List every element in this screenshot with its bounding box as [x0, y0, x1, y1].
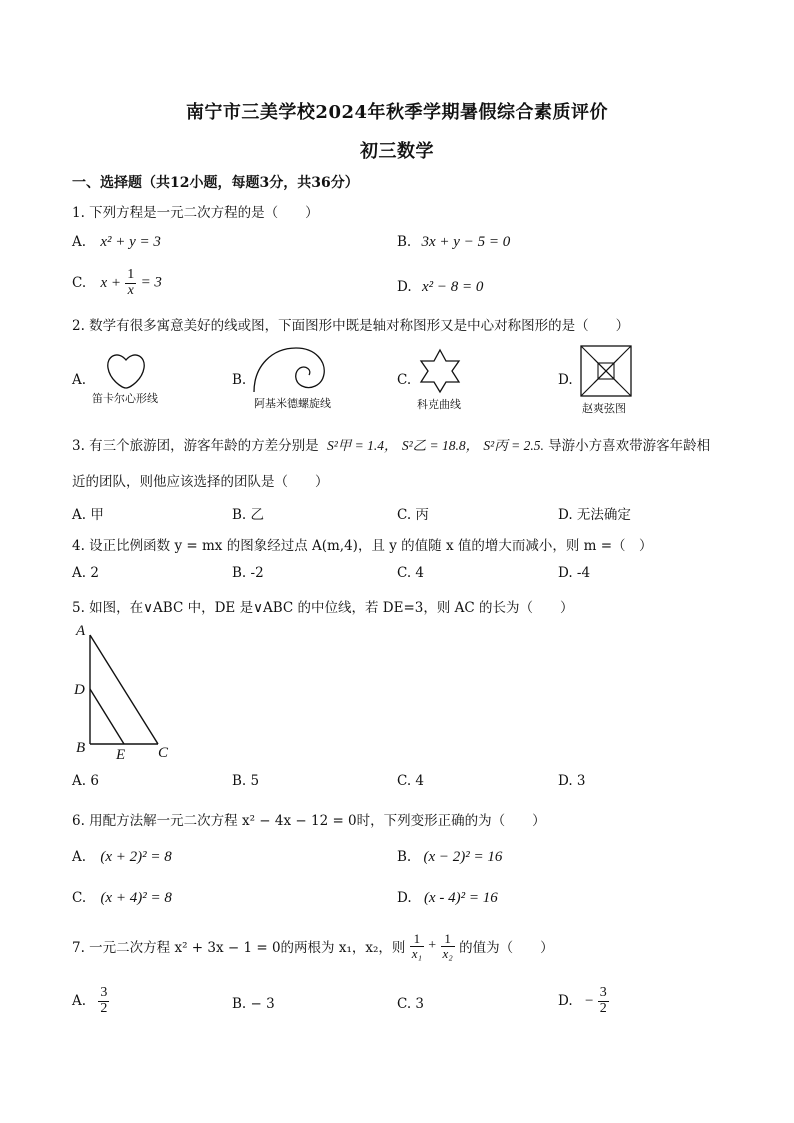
- option-expression-pre: x +: [100, 274, 121, 291]
- option-expression: x² + y = 3: [100, 234, 161, 250]
- q3-option-a[interactable]: A. 甲: [72, 507, 104, 523]
- fraction-numerator: 1: [127, 267, 135, 282]
- koch-curve-figure: [418, 348, 462, 394]
- q5-option-b[interactable]: B. 5: [232, 773, 260, 789]
- q6-option-c[interactable]: [72, 890, 172, 907]
- q1-option-d[interactable]: [397, 279, 483, 296]
- q2-option-a[interactable]: [72, 372, 86, 388]
- q2-caption-d: 赵爽弦图: [582, 402, 626, 415]
- q3-option-d[interactable]: D. 无法确定: [558, 507, 631, 523]
- q1-option-c[interactable]: [72, 268, 162, 298]
- option-expression: (x - 4)² = 16: [423, 890, 498, 906]
- q4-option-c[interactable]: C. 4: [397, 565, 425, 581]
- question-5-stem: 5. 如图，在∨ABC 中，DE 是∨ABC 的中位线，若 DE=3，则 AC 的长为（ ）: [72, 600, 574, 616]
- q2-caption-c: 科克曲线: [417, 398, 461, 411]
- option-expression: (x − 2)² = 16: [423, 849, 503, 865]
- vertex-label-a: A: [76, 623, 86, 639]
- stem-text-post: 导游小方喜欢带游客年龄相: [548, 438, 711, 454]
- vertex-label-d: D: [74, 682, 85, 698]
- vertex-label-e: E: [116, 747, 126, 763]
- option-label: B.: [232, 372, 247, 388]
- option-label: B.: [397, 234, 412, 250]
- q7-option-a[interactable]: [72, 986, 109, 1016]
- q2-option-d[interactable]: [558, 372, 573, 388]
- q6-option-a[interactable]: [72, 849, 172, 866]
- option-expression: (x + 4)² = 8: [100, 890, 172, 906]
- question-3-stem-line2: 近的团队，则他应该选择的团队是（ ）: [72, 474, 329, 490]
- option-expression: (x + 2)² = 8: [100, 849, 172, 865]
- fraction-numerator: 3: [100, 985, 108, 1000]
- option-fraction: [598, 986, 609, 1016]
- cardioid-figure: [104, 352, 148, 390]
- option-fraction: [98, 986, 109, 1016]
- option-label: A.: [72, 372, 87, 388]
- q2-option-c[interactable]: [397, 372, 411, 388]
- q2-caption-b: 阿基米德螺旋线: [254, 397, 331, 410]
- option-label: A.: [72, 993, 87, 1010]
- option-expression: 3x + y − 5 = 0: [421, 234, 511, 250]
- q5-option-d[interactable]: D. 3: [558, 773, 586, 789]
- zhao-shuang-figure: [580, 345, 632, 397]
- option-label: C.: [397, 372, 412, 388]
- vertex-label-b: B: [76, 740, 86, 756]
- fraction-denominator: x: [127, 282, 134, 298]
- option-label: C.: [72, 890, 87, 906]
- question-7-stem: [72, 932, 554, 960]
- q7-option-d[interactable]: [558, 986, 609, 1016]
- q1-option-a[interactable]: [72, 234, 161, 251]
- q5-option-a[interactable]: A. 6: [72, 773, 99, 789]
- q7-option-b[interactable]: B. − 3: [232, 996, 275, 1012]
- option-label: A.: [72, 234, 87, 250]
- fraction-1: [410, 932, 424, 960]
- question-3-stem: [72, 434, 710, 454]
- option-label: D.: [558, 993, 573, 1010]
- stem-text-post: 的值为（ ）: [459, 940, 554, 957]
- variance-3: S²丙 = 2.5.: [483, 438, 544, 453]
- q2-caption-a: 笛卡尔心形线: [92, 392, 158, 405]
- q4-option-b[interactable]: B. -2: [232, 565, 264, 581]
- stem-text: 7. 一元二次方程 x² + 3x − 1 = 0的两根为 x₁，x₂，则: [72, 940, 406, 957]
- q1-option-b[interactable]: [397, 234, 510, 251]
- variance-2: S²乙 = 18.8，: [401, 438, 480, 453]
- q6-option-b[interactable]: [397, 849, 502, 866]
- page-title: 南宁市三美学校2024年秋季学期暑假综合素质评价: [185, 102, 609, 123]
- triangle-figure: [68, 620, 188, 765]
- question-1-stem: 1. 下列方程是一元二次方程的是（ ）: [72, 205, 319, 221]
- variance-1: S²甲 = 1.4，: [326, 438, 398, 453]
- option-label: A.: [72, 849, 87, 865]
- stem-text: 3. 有三个旅游团，游客年龄的方差分别是: [72, 438, 319, 454]
- fraction-denominator: 2: [100, 1000, 108, 1016]
- option-label: D.: [397, 890, 412, 906]
- fraction-2: [441, 932, 455, 960]
- option-expression: x² − 8 = 0: [421, 279, 484, 295]
- question-4-stem: 4. 设正比例函数 y = mx 的图象经过点 A(m,4)，且 y 的值随 x 值的增大而减小，则 m =（ ）: [72, 538, 653, 554]
- fraction-denominator: x₁: [411, 945, 422, 961]
- minus-sign: −: [584, 992, 594, 1009]
- fraction-denominator: x₂: [442, 945, 453, 961]
- archimedean-spiral-figure: [252, 346, 328, 394]
- option-label: D.: [558, 372, 573, 388]
- option-label: C.: [72, 275, 87, 292]
- fraction-numerator: 1: [441, 932, 455, 947]
- q3-option-c[interactable]: C. 丙: [397, 507, 429, 523]
- q3-option-b[interactable]: B. 乙: [232, 507, 265, 523]
- q4-option-a[interactable]: A. 2: [72, 565, 99, 581]
- page-subtitle: 初三数学: [360, 141, 434, 162]
- fraction-numerator: 1: [410, 932, 424, 947]
- q2-option-b[interactable]: [232, 372, 246, 388]
- question-2-stem: 2. 数学有很多寓意美好的线或图，下面图形中既是轴对称图形又是中心对称图形的是（ ）: [72, 318, 630, 334]
- q7-option-c[interactable]: C. 3: [397, 996, 425, 1012]
- q5-option-c[interactable]: C. 4: [397, 773, 425, 789]
- option-fraction: [125, 268, 136, 298]
- plus-sign: +: [428, 938, 437, 954]
- question-6-stem: 6. 用配方法解一元二次方程 x² − 4x − 12 = 0时，下列变形正确的为（ ）: [72, 813, 546, 829]
- option-label: B.: [397, 849, 412, 865]
- option-label: D.: [397, 279, 412, 295]
- q6-option-d[interactable]: [397, 890, 498, 907]
- vertex-label-c: C: [158, 745, 169, 761]
- q4-option-d[interactable]: D. -4: [558, 565, 591, 581]
- fraction-denominator: 2: [599, 1000, 607, 1016]
- section-heading: 一、选择题（共12小题，每题3分，共36分）: [72, 175, 359, 191]
- option-expression-post: = 3: [140, 274, 162, 291]
- fraction-numerator: 3: [599, 985, 607, 1000]
